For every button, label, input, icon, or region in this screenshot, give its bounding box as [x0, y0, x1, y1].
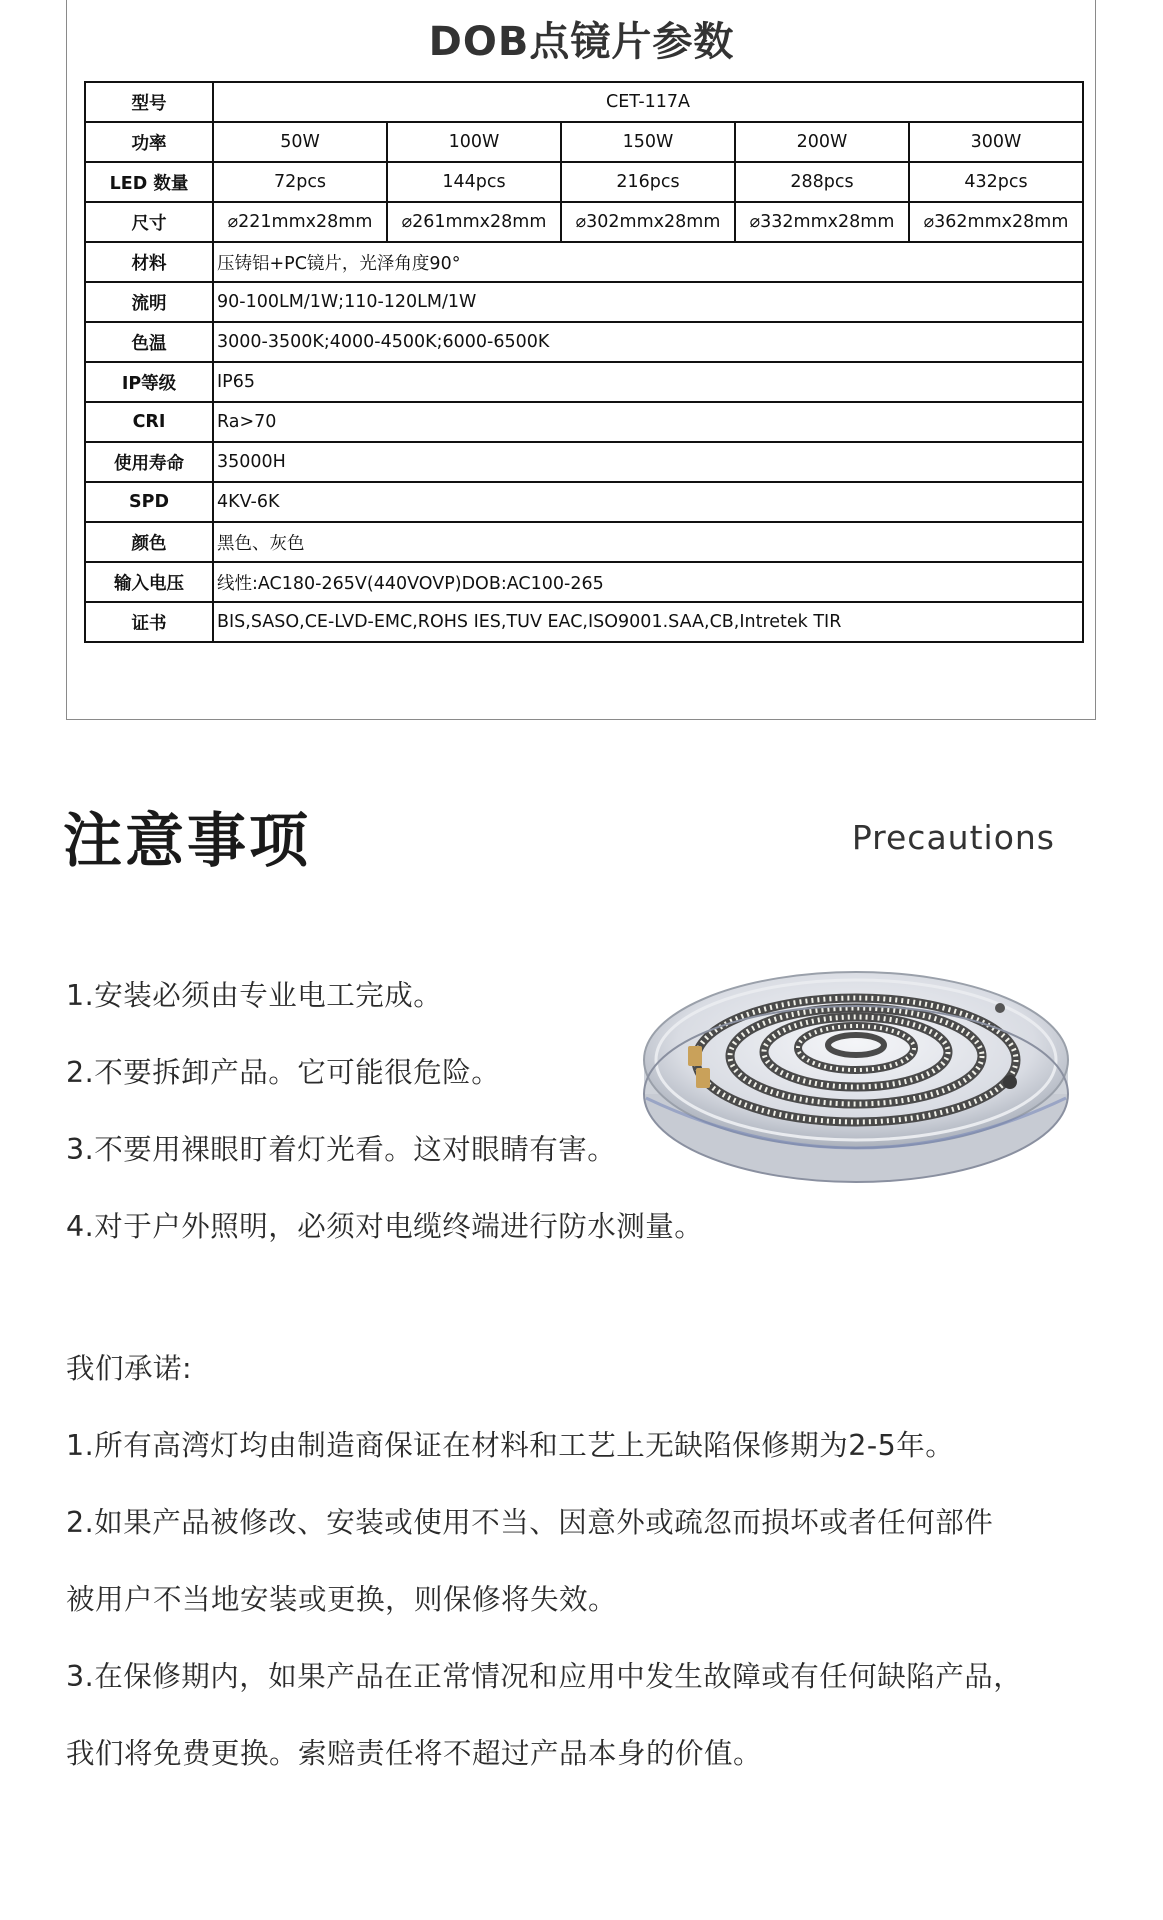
spec-title: DOB点镜片参数	[428, 19, 735, 65]
precaution-item: 3.不要用裸眼盯着灯光看。这对眼睛有害。	[66, 1133, 617, 1166]
table-row	[85, 242, 1083, 282]
table-row	[85, 362, 1083, 402]
precautions-title: 注意事项	[63, 806, 312, 875]
row-label: IP等级	[85, 362, 213, 402]
led-count-cell: 216pcs	[561, 162, 735, 202]
promise-line: 2.如果产品被修改、安装或使用不当、因意外或疏忽而损坏或者任何部件	[66, 1506, 994, 1539]
model-value: CET-117A	[213, 82, 1083, 122]
table-row	[85, 602, 1083, 642]
precautions-title-en: Precautions	[851, 818, 1055, 857]
promise-line: 3.在保修期内，如果产品在正常情况和应用中发生故障或有任何缺陷产品，	[66, 1660, 1023, 1693]
size-cell: ⌀221mmx28mm	[213, 202, 387, 242]
row-label: 色温	[85, 322, 213, 362]
row-label: 颜色	[85, 522, 213, 562]
size-cell: ⌀332mmx28mm	[735, 202, 909, 242]
led-count-cell: 288pcs	[735, 162, 909, 202]
input-voltage-value: 线性:AC180-265V(440VOVP)DOB:AC100-265	[213, 562, 1083, 602]
table-row	[85, 122, 1083, 162]
certificate-value: BIS,SASO,CE-LVD-EMC,ROHS IES,TUV EAC,ISO9001.SAA,CB,Intretek TIR	[213, 602, 1083, 642]
row-label: LED 数量	[85, 162, 213, 202]
promise-line: 我们将免费更换。索赔责任将不超过产品本身的价值。	[66, 1737, 763, 1770]
size-cell: ⌀302mmx28mm	[561, 202, 735, 242]
row-label: 流明	[85, 282, 213, 322]
row-label: 功率	[85, 122, 213, 162]
power-cell: 50W	[213, 122, 387, 162]
table-row	[85, 282, 1083, 322]
cri-value: Ra>70	[213, 402, 1083, 442]
row-label: 型号	[85, 82, 213, 122]
power-cell: 300W	[909, 122, 1083, 162]
row-label: 证书	[85, 602, 213, 642]
power-cell: 100W	[387, 122, 561, 162]
table-row	[85, 402, 1083, 442]
promise-line: 1.所有高湾灯均由制造商保证在材料和工艺上无缺陷保修期为2-5年。	[66, 1429, 955, 1462]
row-label: CRI	[85, 402, 213, 442]
table-row	[85, 202, 1083, 242]
material-value: 压铸铝+PC镜片，光泽角度90°	[213, 242, 1083, 282]
table-row	[85, 322, 1083, 362]
precaution-item: 1.安装必须由专业电工完成。	[66, 979, 443, 1012]
precaution-item: 2.不要拆卸产品。它可能很危险。	[66, 1056, 501, 1089]
precaution-item: 4.对于户外照明，必须对电缆终端进行防水测量。	[66, 1210, 704, 1243]
lumen-value: 90-100LM/1W;110-120LM/1W	[213, 282, 1083, 322]
row-label: 材料	[85, 242, 213, 282]
table-row	[85, 82, 1083, 122]
power-cell: 200W	[735, 122, 909, 162]
table-row	[85, 522, 1083, 562]
ip-rating-value: IP65	[213, 362, 1083, 402]
promise-line: 被用户不当地安装或更换，则保修将失效。	[66, 1583, 618, 1616]
lifespan-value: 35000H	[213, 442, 1083, 482]
table-row	[85, 482, 1083, 522]
table-row	[85, 562, 1083, 602]
promise-heading: 我们承诺:	[66, 1352, 193, 1385]
led-module-image	[640, 948, 1072, 1198]
table-row	[85, 162, 1083, 202]
led-count-cell: 72pcs	[213, 162, 387, 202]
row-label: 输入电压	[85, 562, 213, 602]
row-label: 尺寸	[85, 202, 213, 242]
row-label: 使用寿命	[85, 442, 213, 482]
led-count-cell: 144pcs	[387, 162, 561, 202]
size-cell: ⌀261mmx28mm	[387, 202, 561, 242]
spd-value: 4KV-6K	[213, 482, 1083, 522]
color-temp-value: 3000-3500K;4000-4500K;6000-6500K	[213, 322, 1083, 362]
led-count-cell: 432pcs	[909, 162, 1083, 202]
color-value: 黑色、灰色	[213, 522, 1083, 562]
spec-table	[84, 81, 1084, 643]
power-cell: 150W	[561, 122, 735, 162]
table-row	[85, 442, 1083, 482]
size-cell: ⌀362mmx28mm	[909, 202, 1083, 242]
row-label: SPD	[85, 482, 213, 522]
